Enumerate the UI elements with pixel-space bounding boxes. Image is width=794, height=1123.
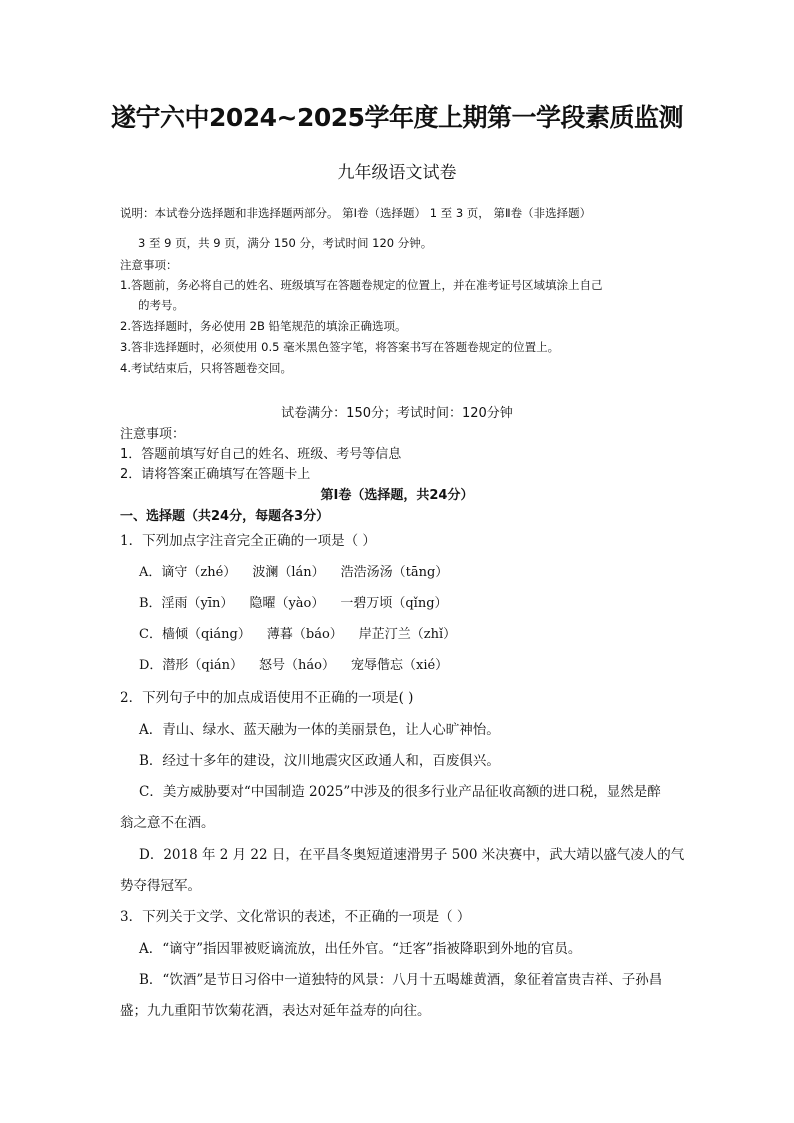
intro-item-1: 1.答题前，务必将自己的姓名、班级填写在答题卷规定的位置上，并在准考证号区域填涂上自己	[120, 278, 603, 292]
q1-c-3: 岸芷汀兰（zhǐ）	[358, 627, 457, 642]
q2-option-d: D．2018 年 2 月 22 日，在平昌冬奥短道速滑男子 500 米决赛中，武大靖以盛气凌人的气	[139, 847, 685, 863]
q1-option-c	[139, 623, 472, 642]
exam-title: 遂宁六中2024~2025学年度上期第一学段素质监测	[110, 103, 684, 132]
intro-item-2: 2.答选择题时，务必使用 2B 铅笔规范的填涂正确选项。	[120, 319, 407, 333]
q1-stem: 1．下列加点字注音完全正确的一项是（ ）	[120, 533, 376, 549]
q1-d-2: 怒号（háo）	[259, 658, 335, 673]
section-heading: 一、选择题（共24分，每题各3分）	[120, 509, 330, 524]
exam-subtitle: 九年级语文试卷	[337, 163, 457, 183]
intro-line-1: 说明：本试卷分选择题和非选择题两部分。 第Ⅰ卷（选择题） 1 至 3 页， 第Ⅱ卷（非选择题）	[120, 206, 592, 220]
q1-option-a	[139, 561, 464, 580]
q3-option-b: B．“饮酒”是节日习俗中一道独特的风景：八月十五喝雄黄酒，象征着富贵吉祥、子孙昌	[139, 972, 663, 988]
q1-a-1: A．谪守（zhé）	[139, 565, 237, 580]
q1-c-1: C．樯倾（qiáng）	[139, 627, 251, 642]
part1-heading: 第Ⅰ卷（选择题，共24分）	[320, 488, 474, 503]
q1-b-3: 一碧万顷（qǐng）	[340, 596, 448, 611]
q2-option-a: A．青山、绿水、蓝天融为一体的美丽景色，让人心旷神怡。	[139, 722, 500, 738]
intro-item-3: 3.答非选择题时，必须使用 0.5 毫米黑色签字笔，将答案书写在答题卷规定的位置上。	[120, 340, 560, 354]
q2-option-c-cont: 翁之意不在酒。	[120, 815, 215, 831]
q1-a-3: 浩浩汤汤（tāng）	[340, 565, 449, 580]
exam-notice-item-2: 2．请将答案正确填写在答题卡上	[120, 467, 311, 482]
q3-stem: 3．下列关于文学、文化常识的表述，不正确的一项是（ ）	[120, 909, 471, 925]
exam-notice-item-1: 1．答题前填写好自己的姓名、班级、考号等信息	[120, 447, 402, 462]
intro-notice-heading: 注意事项：	[120, 258, 178, 272]
exam-notice-heading: 注意事项：	[120, 427, 186, 442]
q3-option-b-cont: 盛；九九重阳节饮菊花酒，表达对延年益寿的向往。	[120, 1003, 431, 1019]
q1-c-2: 薄暮（báo）	[266, 627, 343, 642]
q3-option-a: A．“谪守”指因罪被贬谪流放，出任外官。“迁客”指被降职到外地的官员。	[139, 941, 582, 957]
q2-stem: 2．下列句子中的加点成语使用不正确的一项是( )	[120, 690, 414, 706]
q1-a-2: 波澜（lán）	[252, 565, 325, 580]
q1-option-d	[139, 654, 464, 673]
q1-b-1: B．淫雨（yīn）	[139, 596, 234, 611]
q1-option-b	[139, 592, 464, 611]
q2-option-d-cont: 势夺得冠军。	[120, 878, 201, 894]
score-time-info: 试卷满分：150分；考试时间：120分钟	[281, 406, 513, 421]
q1-d-3: 宠辱偕忘（xié）	[350, 658, 449, 673]
intro-line-2: 3 至 9 页，共 9 页，满分 150 分，考试时间 120 分钟。	[138, 236, 433, 250]
q2-option-b: B．经过十多年的建设，汶川地震灾区政通人和，百废俱兴。	[139, 753, 500, 769]
q2-option-c: C．美方威胁要对“中国制造 2025”中涉及的很多行业产品征收高额的进口税，显然是醉	[139, 784, 661, 800]
q1-d-1: D．潜形（qián）	[139, 658, 244, 673]
intro-item-4: 4.考试结束后，只将答题卷交回。	[120, 361, 292, 375]
intro-item-1-cont: 的考号。	[138, 298, 184, 312]
q1-b-2: 隐曜（yào）	[249, 596, 325, 611]
